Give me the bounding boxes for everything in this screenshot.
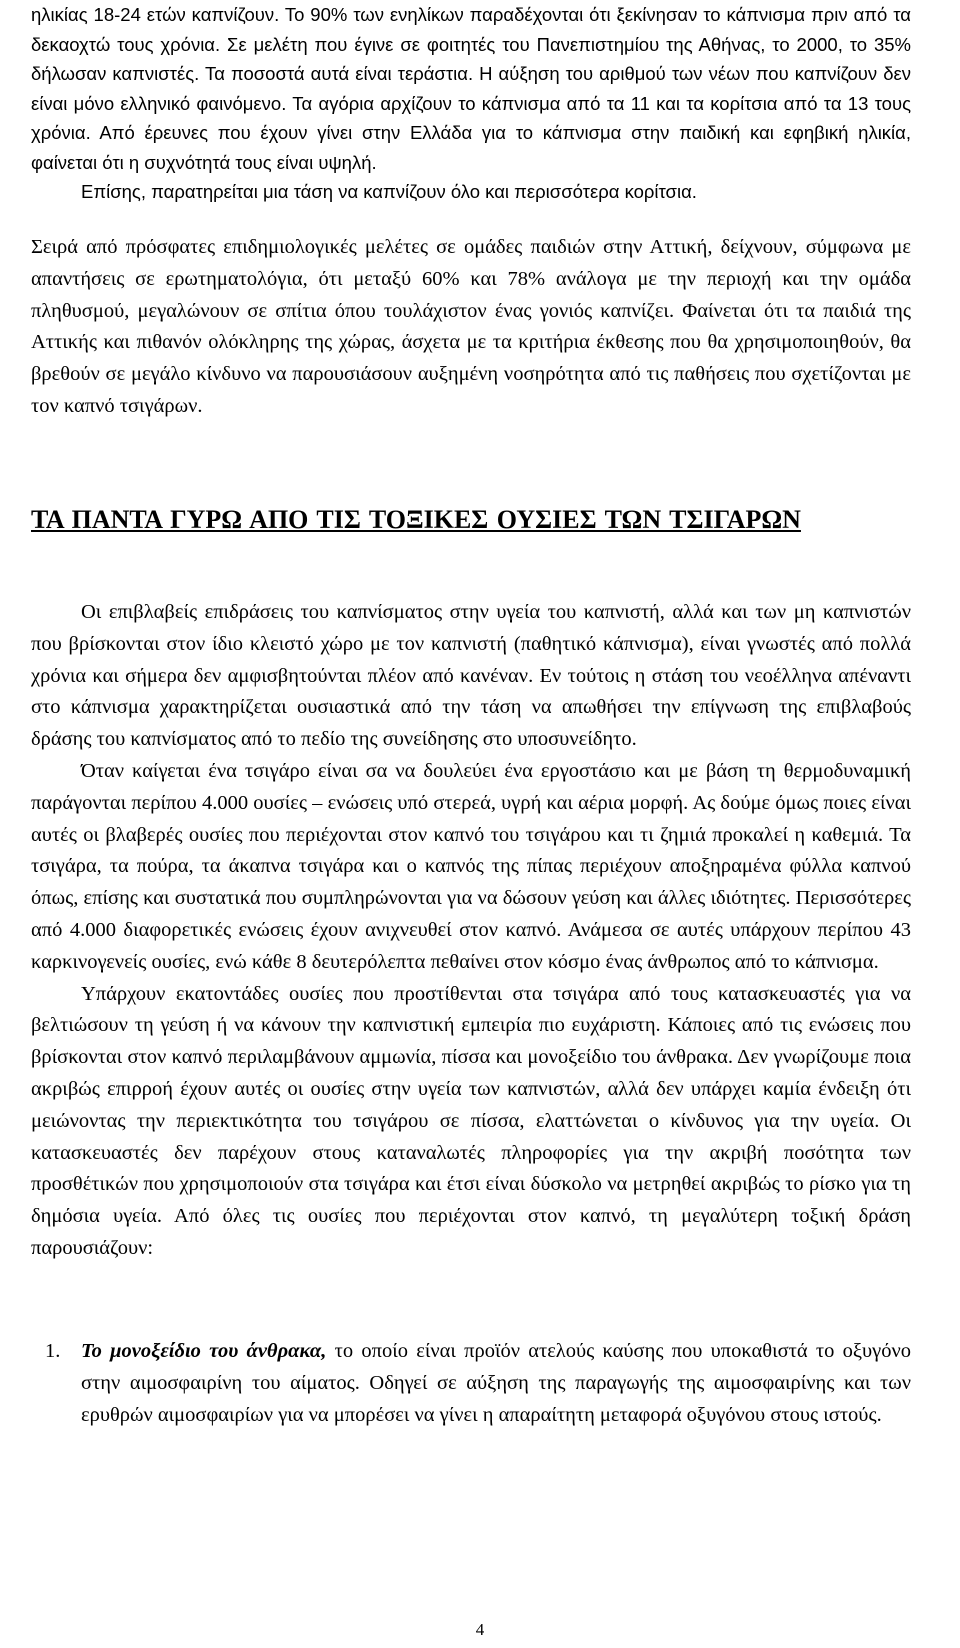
section-paragraph-3: Υπάρχουν εκατοντάδες ουσίες που προστίθενται στα τσιγάρα από τους κατασκευαστές για να βελτιώσουν τη γεύση ή να κάνουν την καπνιστική εμπειρία πιο ευχάριστη. Κάποιες από τις ενώσεις που βρίσκονται στον καπνό περιλαμβάνουν αμμωνία, πίσσα και μονοξείδιο του άνθρακα. Δεν γνωρίζουμε ποια ακριβώς επιρροή έχουν αυτές οι ουσίες στην υγεία των καπνιστών, αλλά δεν υπάρχει καμία ένδειξη ότι μειώνοντας την περιεκτικότητα του τσιγάρου σε πίσσα, ελαττώνεται ο κίνδυνος για την υγεία. Οι κατασκευαστές δεν παρέχουν στους καταναλωτές πληροφορίες για την ακριβή ποσότητα των προσθέτικών που χρησιμοποιούν στα τσιγάρα και έτσι είναι δύσκολο να μετρηθεί ακριβώς το ρίσκο για τη δημόσια υγεία. Από όλες τις ουσίες που περιέχονται στον καπνό, τη μεγαλύτερη τοξική δράση παρουσιάζουν: — [31, 982, 911, 1259]
page-number: 4 — [475, 1620, 485, 1639]
list-item — [31, 1336, 911, 1431]
section-body — [31, 597, 911, 1265]
section-heading: ΤΑ ΠΑΝΤΑ ΓΥΡΩ ΑΠΟ ΤΙΣ ΤΟΞΙΚΕΣ ΟΥΣΙΕΣ ΤΩΝ ΤΣΙΓΑΡΩΝ — [31, 505, 801, 534]
list-item-term: Το μονοξείδιο του άνθρακα, — [81, 1340, 327, 1362]
section-paragraph-2: Όταν καίγεται ένα τσιγάρο είναι σα να δουλεύει ένα εργοστάσιο και με βάση τη θερμοδυναμική παράγονται περίπου 4.000 ουσίες – ενώσεις υπό στερεά, υγρή και αέρια μορφή. Ας δούμε όμως ποιες είναι αυτές οι βλαβερές ουσίες που περιέχονται στον καπνό του τσιγάρου και τι ζημιά προκαλεί η καθεμιά. Τα τσιγάρα, τα πούρα, τα άκαπνα τσιγάρα και ο καπνός της πίπας περιέχουν αποξηραμένα φύλλα καπνού όπως, επίσης και συστατικά που συμπληρώνονται για να δώσουν γεύση και άλλες ιδιότητες. Περισσότερες από 4.000 διαφορετικές ενώσεις έχουν ανιχνευθεί στον καπνό. Ανάμεσα σε αυτές υπάρχουν περίπου 43 καρκινογενείς ουσίες, ενώ κάθε 8 δευτερόλεπτα πεθαίνει στον κόσμο ένας άνθρωπος από το κάπνισμα. — [31, 759, 911, 973]
epidemiology-paragraph — [31, 232, 911, 423]
list-item-body — [81, 1336, 911, 1431]
list-item-text: το οποίο είναι προϊόν ατελούς καύσης που υποκαθιστά το οξυγόνο στην αιμοσφαιρίνη του αίματος. Οδηγεί σε αύξηση της παραγωγής της αιμοσφαιρίνης και των ερυθρών αιμοσφαιρίων για να μπορέσει να γίνει η απαραίτητη μεταφορά οξυγόνου στους ιστούς. — [81, 1340, 911, 1426]
intro-text: ηλικίας 18-24 ετών καπνίζουν. Το 90% των ενηλίκων παραδέχονται ότι ξεκίνησαν το κάπνισμα πριν από τα δεκαοχτώ τους χρόνια. Σε μελέτη που έγινε σε φοιτητές του Πανεπιστημίου της Αθήνας, το 2000, το 35% δήλωσαν καπνιστές. Τα ποσοστά αυτά είναι τεράστια. Η αύξηση του αριθμού των νέων που καπνίζουν δεν είναι μόνο ελληνικό φαινόμενο. Τα αγόρια αρχίζουν το κάπνισμα από τα 11 και τα κορίτσια από τα 13 τους χρόνια. Από έρευνες που έχουν γίνει στην Ελλάδα για το κάπνισμα στην παιδική και εφηβική ηλικία, φαίνεται ότι η συχνότητά τους είναι υψηλή. — [31, 4, 911, 173]
epidemiology-text: Σειρά από πρόσφατες επιδημιολογικές μελέτες σε ομάδες παιδιών στην Αττική, δείχνουν, σύμφωνα με απαντήσεις σε ερωτηματολόγια, ότι μεταξύ 60% και 78% ανάλογα με την περιοχή και την ομάδα πληθυσμού, μεγαλώνουν σε σπίτια όπου τουλάχιστον ένας γονιός καπνίζει. Φαίνεται ότι τα παιδιά της Αττικής και πιθανόν ολόκληρης της χώρας, άσχετα με τα κριτήρια έκθεσης που θα χρησιμοποιηθούν, θα βρεθούν σε μεγάλο κίνδυνο να παρουσιάσουν αυξημένη νοσηρότητα από τις παθήσεις που σχετίζονται με τον καπνό τσιγάρων. — [31, 236, 911, 417]
intro-paragraph — [31, 0, 911, 207]
toxic-substances-list — [31, 1336, 911, 1431]
section-paragraph-1: Οι επιβλαβείς επιδράσεις του καπνίσματος στην υγεία του καπνιστή, αλλά και των μη καπνιστών που βρίσκονται στον ίδιο κλειστό χώρο με τον καπνιστή (παθητικό κάπνισμα), είναι γνωστές από πολλά χρόνια και σήμερα δεν αμφισβητούνται πλέον από κανέναν. Εν τούτοις η στάση του νεοέλληνα απέναντι στο κάπνισμα χαρακτηρίζεται ουσιαστικά από την τάση να απωθήσει την επίγνωση της επιβλαβούς δράσης του καπνίσματος από το πεδίο της συνείδησης στο υποσυνείδητο. — [31, 601, 911, 751]
list-item-number: 1. — [45, 1340, 61, 1362]
intro-text-girls: Επίσης, παρατηρείται μια τάση να καπνίζουν όλο και περισσότερα κορίτσια. — [81, 181, 697, 202]
